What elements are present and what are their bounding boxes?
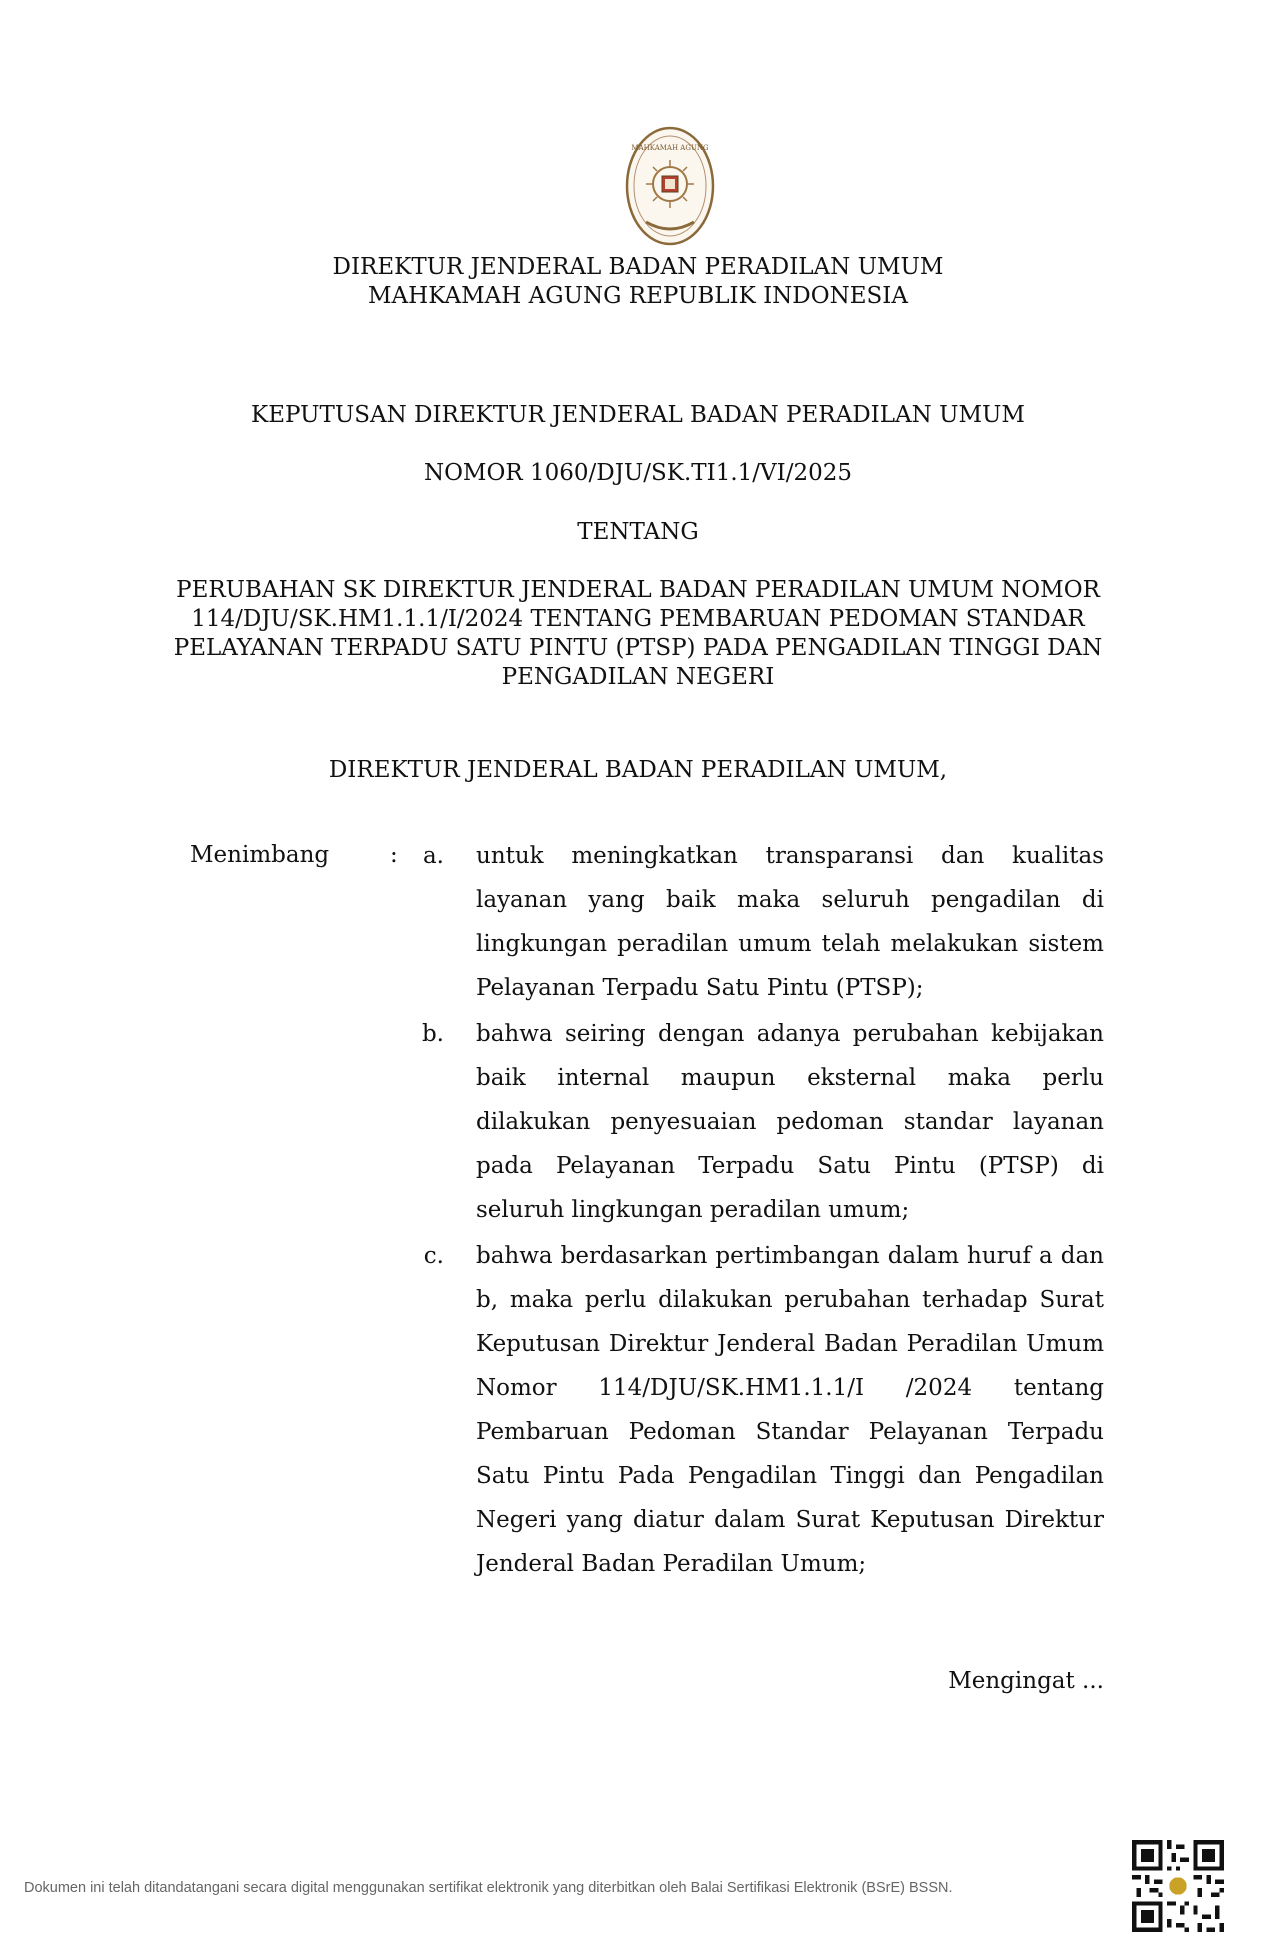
clause-marker: c. (423, 1243, 444, 1269)
clause-marker: b. (421, 1021, 444, 1047)
decree-subject (0, 576, 1276, 692)
clause-c (300, 1234, 1104, 1586)
clause-text: untuk meningkatkan transparansi dan kualitas layanan yang baik maka seluruh pengadilan di lingkungan peradilan umum telah melakukan sistem Pelayanan Terpadu Satu Pintu (PTSP); (476, 843, 1104, 1001)
page-continuation: Mengingat ... (948, 1668, 1104, 1694)
clause-text: bahwa berdasarkan pertimbangan dalam huruf a dan b, maka perlu dilakukan perubahan terhadap Surat Keputusan Direktur Jenderal Badan Peradilan Umum Nomor 114/DJU/SK.HM1.1.1/I /2024 tentang Pembaruan Pedoman Standar Pelayanan Terpadu Satu Pintu Pada Pengadilan Tinggi dan Pengadilan Negeri yang diatur dalam Surat Keputusan Direktur Jenderal Badan Peradilan Umum; (476, 1243, 1104, 1577)
preamble: DIREKTUR JENDERAL BADAN PERADILAN UMUM, (328, 757, 948, 783)
issuer-header (0, 253, 1276, 311)
clause-marker: a. (422, 843, 444, 869)
mahkamah-agung-logo (624, 124, 716, 248)
subject-line: 114/DJU/SK.HM1.1.1/I/2024 TENTANG PEMBARUAN PEDOMAN STANDAR (191, 606, 1085, 632)
subject-line: PENGADILAN NEGERI (501, 664, 775, 690)
decree-title: KEPUTUSAN DIREKTUR JENDERAL BADAN PERADILAN UMUM (251, 402, 1025, 428)
considering-colon: : (390, 842, 398, 868)
clause-a (300, 834, 1104, 1010)
issuer-line-2: MAHKAMAH AGUNG REPUBLIK INDONESIA (368, 283, 908, 309)
decree-number: NOMOR 1060/DJU/SK.TI1.1/VI/2025 (423, 460, 853, 486)
considering-label: Menimbang (190, 842, 330, 868)
about-heading: TENTANG (577, 519, 699, 545)
clause-text: bahwa seiring dengan adanya perubahan kebijakan baik internal maupun eksternal maka perlu dilakukan penyesuaian pedoman standar layanan pada Pelayanan Terpadu Satu Pintu (PTSP) di seluruh lingkungan peradilan umum; (476, 1021, 1104, 1223)
logo-text: MAHKAMAH AGUNG (631, 144, 709, 152)
subject-line: PELAYANAN TERPADU SATU PINTU (PTSP) PADA PENGADILAN TINGGI DAN (173, 635, 1103, 661)
clause-b (300, 1012, 1104, 1232)
qr-code-icon[interactable] (1132, 1840, 1224, 1932)
qr-badge-icon (1169, 1877, 1187, 1895)
digital-signature-note: Dokumen ini telah ditandatangani secara digital menggunakan sertifikat elektronik yang diterbitkan oleh Balai Sertifikasi Elektronik (BSrE) BSSN. (24, 1880, 953, 1896)
issuer-line-1: DIREKTUR JENDERAL BADAN PERADILAN UMUM (332, 254, 944, 280)
subject-line: PERUBAHAN SK DIREKTUR JENDERAL BADAN PERADILAN UMUM NOMOR (176, 577, 1100, 603)
